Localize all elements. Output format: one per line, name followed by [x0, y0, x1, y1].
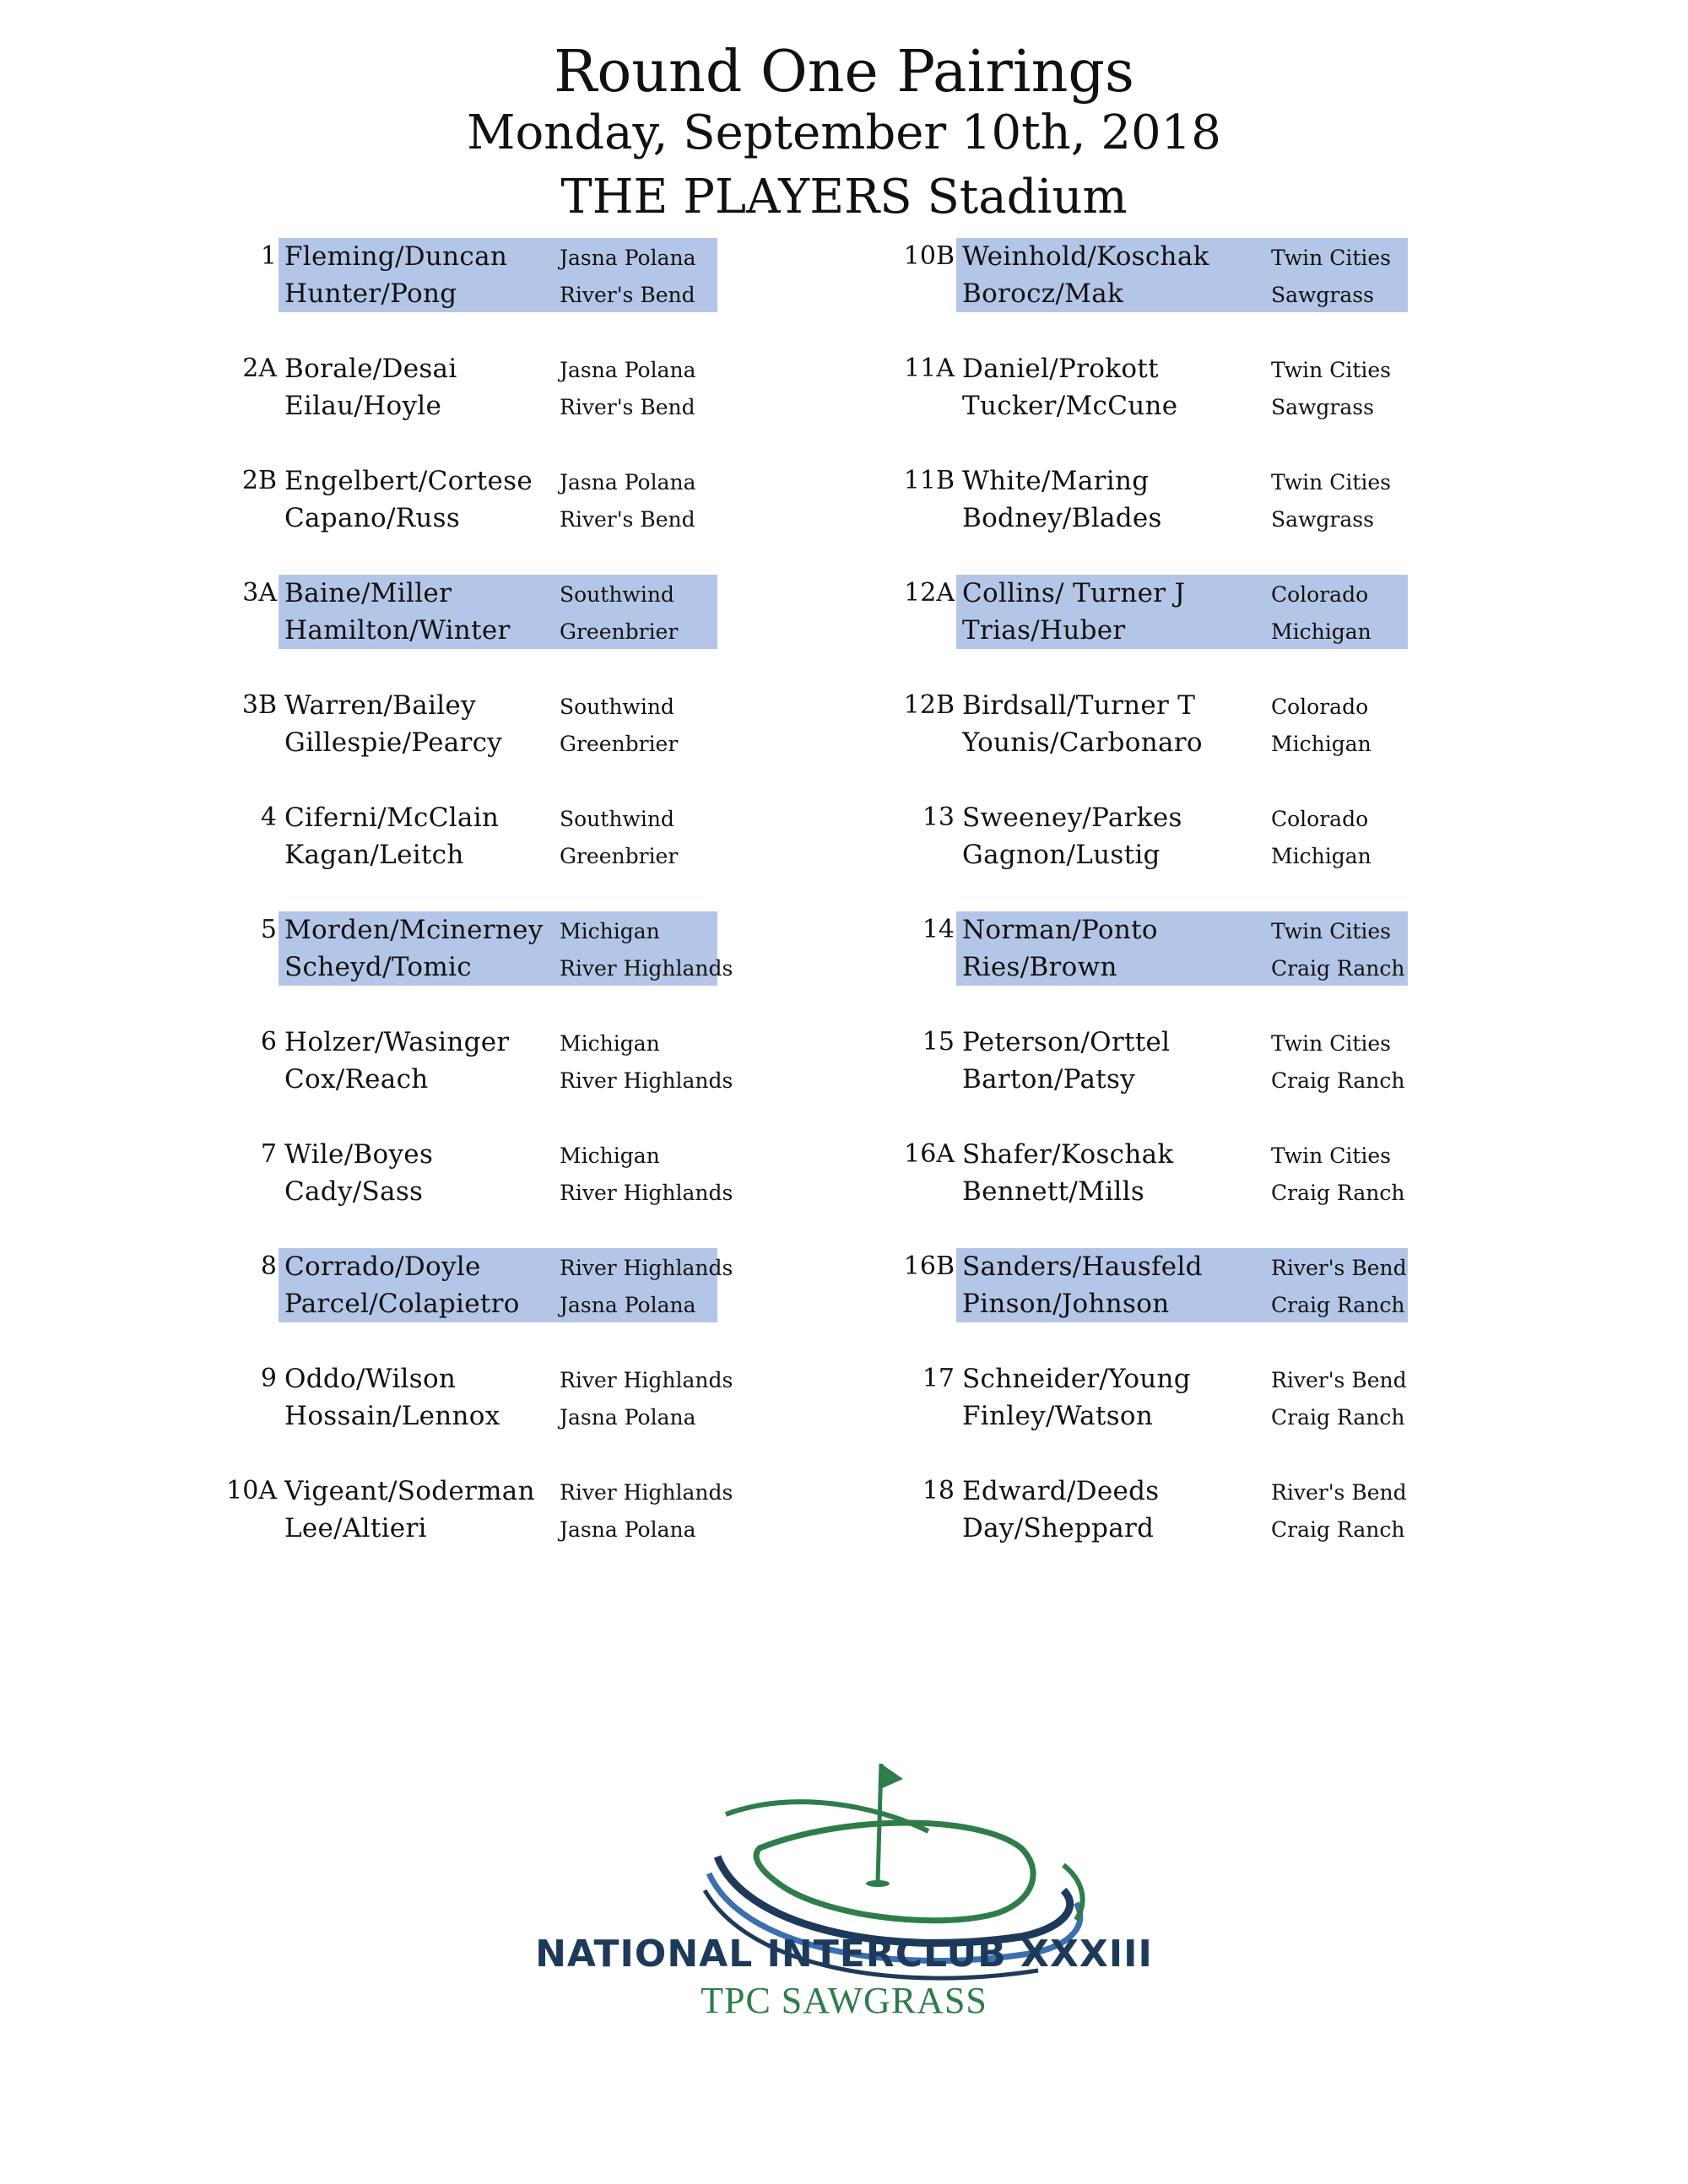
club-name: Twin Cities: [1271, 919, 1392, 943]
club-name: Craig Ranch: [1271, 956, 1405, 981]
player-names: Day/Sheppard: [962, 1513, 1155, 1543]
pairing-group: [0, 350, 1688, 424]
player-names: Sweeney/Parkes: [962, 803, 1182, 833]
player-names: Scheyd/Tomic: [284, 952, 472, 982]
club-name: Craig Ranch: [1271, 1293, 1405, 1317]
club-name: River's Bend: [560, 507, 695, 532]
club-name: River Highlands: [560, 1480, 733, 1505]
pairing-number: 4: [260, 803, 277, 832]
player-names: Hamilton/Winter: [284, 615, 511, 646]
player-names: Hunter/Pong: [284, 278, 457, 309]
club-name: Twin Cities: [1271, 358, 1392, 382]
pairing-number: 7: [260, 1139, 277, 1169]
club-name: River Highlands: [560, 1256, 733, 1280]
player-names: Wile/Boyes: [284, 1139, 434, 1170]
club-name: River Highlands: [560, 1181, 733, 1205]
club-name: Craig Ranch: [1271, 1181, 1405, 1205]
player-names: Younis/Carbonaro: [962, 727, 1203, 758]
player-names: Borocz/Mak: [962, 278, 1124, 309]
pairing-group: [0, 1024, 1688, 1098]
club-name: Michigan: [560, 919, 660, 943]
club-name: Sawgrass: [1271, 395, 1374, 419]
pairing-number: 12B: [903, 690, 955, 720]
club-name: Twin Cities: [1271, 246, 1392, 270]
player-names: Gagnon/Lustig: [962, 840, 1160, 870]
club-name: Colorado: [1271, 582, 1369, 607]
player-names: Daniel/Prokott: [962, 354, 1159, 384]
player-names: Pinson/Johnson: [962, 1289, 1170, 1319]
course-name: THE PLAYERS Stadium: [560, 170, 1128, 224]
pairing-number: 3B: [241, 690, 277, 720]
player-names: Vigeant/Soderman: [284, 1476, 535, 1506]
pairing-number: 10B: [903, 241, 955, 271]
club-name: Colorado: [1271, 695, 1369, 719]
club-name: River's Bend: [1271, 1368, 1407, 1392]
player-names: Collins/ Turner J: [962, 578, 1186, 608]
club-name: Twin Cities: [1271, 470, 1392, 495]
club-name: Southwind: [560, 807, 674, 831]
pairing-number: 11A: [904, 354, 955, 383]
player-names: Ciferni/McClain: [284, 803, 500, 833]
player-names: Cady/Sass: [284, 1176, 424, 1207]
pairing-group: [0, 1360, 1688, 1435]
pairing-number: 2A: [242, 354, 277, 383]
club-name: Sawgrass: [1271, 283, 1374, 307]
player-names: Schneider/Young: [962, 1364, 1191, 1394]
player-names: Shafer/Koschak: [962, 1139, 1174, 1170]
player-names: Morden/Mcinerney: [284, 915, 544, 945]
pairing-number: 10A: [226, 1476, 277, 1506]
club-name: Colorado: [1271, 807, 1369, 831]
club-name: River Highlands: [560, 1368, 733, 1392]
player-names: Birdsall/Turner T: [962, 690, 1196, 721]
pairing-number: 8: [260, 1251, 277, 1281]
club-name: Craig Ranch: [1271, 1517, 1405, 1542]
page-header: [0, 39, 1688, 238]
club-name: Craig Ranch: [1271, 1068, 1405, 1093]
club-name: Craig Ranch: [1271, 1405, 1405, 1430]
club-name: Southwind: [560, 695, 674, 719]
club-name: Greenbrier: [560, 844, 679, 868]
pairing-number: 13: [922, 803, 955, 832]
pairing-number: 15: [922, 1027, 955, 1057]
player-names: Gillespie/Pearcy: [284, 727, 503, 758]
player-names: Hossain/Lennox: [284, 1401, 500, 1431]
pairing-number: 11B: [903, 466, 955, 495]
player-names: Fleming/Duncan: [284, 241, 508, 272]
player-names: Peterson/Orttel: [962, 1027, 1171, 1057]
pairing-number: 16A: [904, 1139, 955, 1169]
player-names: Eilau/Hoyle: [284, 391, 442, 421]
player-names: Borale/Desai: [284, 354, 457, 384]
pairing-number: 17: [922, 1364, 955, 1393]
club-name: Sawgrass: [1271, 507, 1374, 532]
event-date: Monday, September 10th, 2018: [467, 105, 1221, 160]
club-name: Twin Cities: [1271, 1031, 1392, 1056]
pairing-number: 2B: [241, 466, 277, 495]
player-names: Parcel/Colapietro: [284, 1289, 520, 1319]
club-name: Greenbrier: [560, 619, 679, 644]
pairing-group: [0, 1136, 1688, 1210]
pairing-number: 9: [260, 1364, 277, 1393]
player-names: Kagan/Leitch: [284, 840, 464, 870]
pairing-number: 5: [260, 915, 277, 944]
pairing-group: [0, 911, 1688, 986]
club-name: River's Bend: [560, 283, 695, 307]
player-names: Tucker/McCune: [962, 391, 1178, 421]
club-name: Jasna Polana: [560, 1517, 696, 1542]
club-name: Michigan: [560, 1031, 660, 1056]
player-names: Sanders/Hausfeld: [962, 1251, 1203, 1282]
logo-line-event: NATIONAL INTERCLUB XXXIII: [535, 1933, 1153, 1976]
player-names: Bodney/Blades: [962, 503, 1162, 533]
club-name: Michigan: [1271, 732, 1372, 756]
logo-line-venue: TPC SAWGRASS: [701, 1980, 987, 2021]
pairing-number: 16B: [903, 1251, 955, 1281]
player-names: Cox/Reach: [284, 1064, 429, 1095]
pairing-group: [0, 799, 1688, 873]
player-names: Oddo/Wilson: [284, 1364, 457, 1394]
player-names: Holzer/Wasinger: [284, 1027, 510, 1057]
club-name: Michigan: [1271, 619, 1372, 644]
player-names: Baine/Miller: [284, 578, 452, 608]
club-name: River's Bend: [560, 395, 695, 419]
player-names: Norman/Ponto: [962, 915, 1158, 945]
pairing-number: 18: [922, 1476, 955, 1506]
pairing-number: 12A: [904, 578, 955, 608]
player-names: Lee/Altieri: [284, 1513, 427, 1543]
club-name: Twin Cities: [1271, 1143, 1392, 1168]
club-name: Jasna Polana: [560, 470, 696, 495]
player-names: Warren/Bailey: [284, 690, 476, 721]
player-names: Barton/Patsy: [962, 1064, 1136, 1095]
club-name: River Highlands: [560, 956, 733, 981]
pairing-group: [0, 462, 1688, 537]
club-name: River Highlands: [560, 1068, 733, 1093]
player-names: White/Maring: [962, 466, 1150, 496]
player-names: Finley/Watson: [962, 1401, 1154, 1431]
player-names: Capano/Russ: [284, 503, 461, 533]
player-names: Ries/Brown: [962, 952, 1117, 982]
pairing-group: [0, 687, 1688, 761]
pairing-group: [0, 238, 1688, 312]
pairing-number: 3A: [242, 578, 277, 608]
player-names: Trias/Huber: [962, 615, 1126, 646]
club-name: River's Bend: [1271, 1256, 1407, 1280]
player-names: Bennett/Mills: [962, 1176, 1145, 1207]
pairing-number: 14: [922, 915, 955, 944]
club-name: Jasna Polana: [560, 358, 696, 382]
page-title: Round One Pairings: [554, 39, 1134, 105]
club-name: Greenbrier: [560, 732, 679, 756]
pairing-group: [0, 1248, 1688, 1322]
pairing-number: 6: [260, 1027, 277, 1057]
player-names: Edward/Deeds: [962, 1476, 1160, 1506]
pairing-group: [0, 575, 1688, 649]
club-name: Michigan: [1271, 844, 1372, 868]
club-name: Southwind: [560, 582, 674, 607]
club-name: Jasna Polana: [560, 1293, 696, 1317]
player-names: Weinhold/Koschak: [962, 241, 1209, 272]
player-names: Corrado/Doyle: [284, 1251, 481, 1282]
pairing-group: [0, 1473, 1688, 1547]
club-name: Jasna Polana: [560, 1405, 696, 1430]
player-names: Engelbert/Cortese: [284, 466, 533, 496]
club-name: Jasna Polana: [560, 246, 696, 270]
club-name: Michigan: [560, 1143, 660, 1168]
pairing-number: 1: [260, 241, 277, 271]
club-name: River's Bend: [1271, 1480, 1407, 1505]
